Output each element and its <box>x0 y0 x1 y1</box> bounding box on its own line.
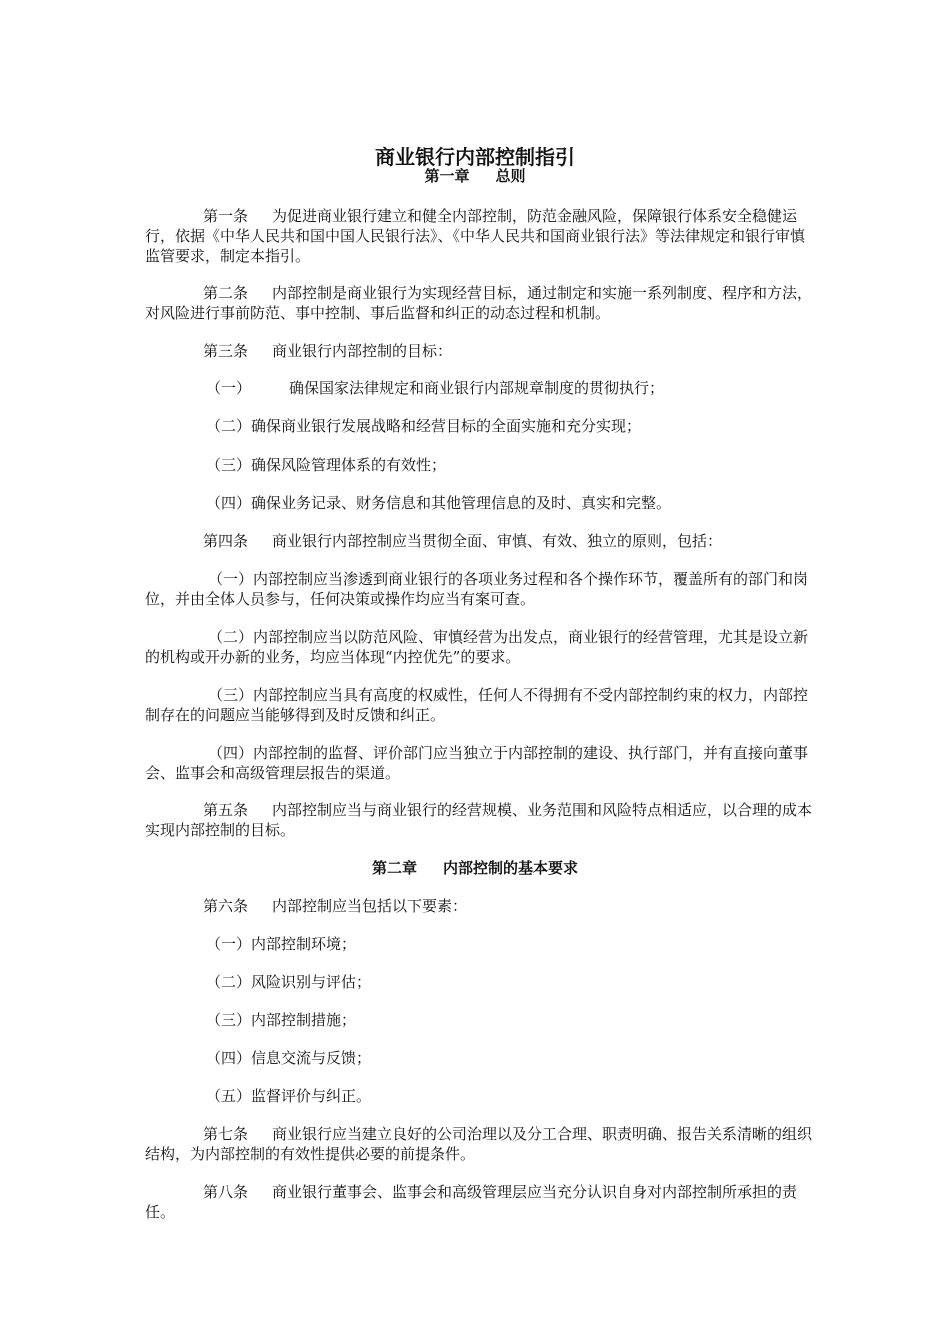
article-2-label: 第二条 <box>203 284 249 302</box>
chapter-1-label: 第一章 <box>424 167 470 185</box>
article-5-label: 第五条 <box>203 801 249 819</box>
item-number: （三） <box>206 456 252 474</box>
article-2-text: 内部控制是商业银行为实现经营目标，通过制定和实施一系列制度、程序和方法，对风险进行事前防范、事中控制、事后监督和纠正的动态过程和机制。 <box>145 284 813 322</box>
article-7 <box>145 1124 813 1164</box>
article-8 <box>145 1182 813 1222</box>
article-6 <box>145 896 813 916</box>
article-4-text: 商业银行内部控制应当贯彻全面、审慎、有效、独立的原则，包括： <box>272 532 723 550</box>
item-text: 确保业务记录、财务信息和其他管理信息的及时、真实和完整。 <box>251 494 672 512</box>
article-6-item-3: （三）内部控制措施； <box>206 1011 357 1029</box>
article-6-item-5: （五）监督评价与纠正。 <box>206 1087 372 1105</box>
document-title: 商业银行内部控制指引 <box>375 145 575 169</box>
article-6-item-4: （四）信息交流与反馈； <box>206 1049 372 1067</box>
chapter-2-name: 内部控制的基本要求 <box>443 859 579 877</box>
item-text: 确保国家法律规定和商业银行内部规章制度的贯彻执行； <box>289 379 665 397</box>
article-1 <box>145 206 813 266</box>
article-3 <box>145 341 813 361</box>
item-number: （四） <box>206 494 252 512</box>
article-5 <box>145 800 813 840</box>
article-1-text: 为促进商业银行建立和健全内部控制，防范金融风险，保障银行体系安全稳健运行，依据《中华人民共和国中国人民银行法》、《中华人民共和国商业银行法》等法律规定和银行审慎监管要求，制定本指引。 <box>145 207 806 265</box>
article-4-item-1: （一）内部控制应当渗透到商业银行的各项业务过程和各个操作环节，覆盖所有的部门和岗位，并由全体人员参与，任何决策或操作均应当有案可查。 <box>145 570 809 608</box>
article-4-item-2: （二）内部控制应当以防范风险、审慎经营为出发点，商业银行的经营管理，尤其是设立新的机构或开办新的业务，均应当体现“内控优先”的要求。 <box>145 628 809 666</box>
article-4-item-3: （三）内部控制应当具有高度的权威性，任何人不得拥有不受内部控制约束的权力，内部控制存在的问题应当能够得到及时反馈和纠正。 <box>145 686 809 724</box>
article-3-item-1 <box>206 378 664 398</box>
article-4-label: 第四条 <box>203 532 249 550</box>
article-4 <box>145 531 813 551</box>
article-3-item-4 <box>206 493 671 513</box>
article-8-label: 第八条 <box>203 1183 249 1201</box>
item-text: 确保风险管理体系的有效性； <box>251 456 447 474</box>
chapter-2-label: 第二章 <box>371 859 417 877</box>
article-7-text: 商业银行应当建立良好的公司治理以及分工合理、职责明确、报告关系清晰的组织结构，为内部控制的有效性提供必要的前提条件。 <box>145 1125 813 1163</box>
item-number: （二） <box>206 417 252 435</box>
article-6-label: 第六条 <box>203 897 249 915</box>
article-7-label: 第七条 <box>203 1125 249 1143</box>
article-6-item-1: （一）内部控制环境； <box>206 935 357 953</box>
article-3-item-3 <box>206 455 446 475</box>
article-8-text: 商业银行董事会、监事会和高级管理层应当充分认识自身对内部控制所承担的责任。 <box>145 1183 798 1221</box>
article-6-item-2: （二）风险识别与评估； <box>206 973 372 991</box>
article-2 <box>145 283 813 323</box>
article-4-item-4: （四）内部控制的监督、评价部门应当独立于内部控制的建设、执行部门，并有直接向董事会、监事会和高级管理层报告的渠道。 <box>145 744 809 782</box>
item-number: （一） <box>206 379 252 397</box>
article-1-label: 第一条 <box>203 207 249 225</box>
chapter-2-heading <box>0 858 950 878</box>
chapter-1-heading <box>0 166 950 186</box>
article-3-label: 第三条 <box>203 342 249 360</box>
item-text: 确保商业银行发展战略和经营目标的全面实施和充分实现； <box>251 417 642 435</box>
article-5-text: 内部控制应当与商业银行的经营规模、业务范围和风险特点相适应，以合理的成本实现内部控制的目标。 <box>145 801 813 839</box>
article-3-text: 商业银行内部控制的目标： <box>272 342 453 360</box>
article-6-text: 内部控制应当包括以下要素： <box>272 897 468 915</box>
article-3-item-2 <box>206 416 641 436</box>
chapter-1-name: 总则 <box>495 167 526 185</box>
